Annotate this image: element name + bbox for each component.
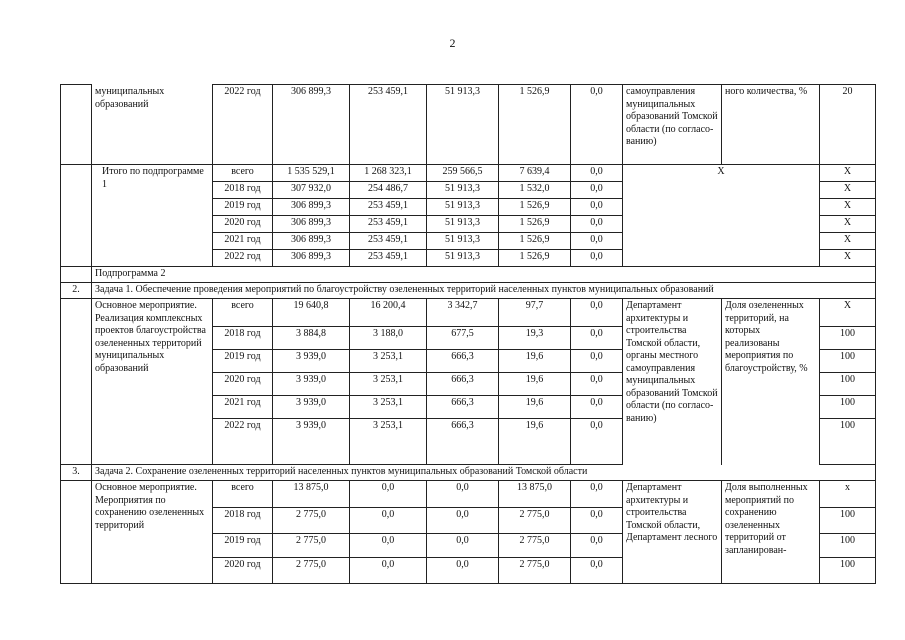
value-cell: 0,0: [571, 327, 623, 350]
value-cell: 51 913,3: [427, 233, 499, 250]
value-cell: 3 253,1: [350, 396, 427, 419]
target-cell: 100: [820, 558, 876, 584]
year-cell: 2019 год: [213, 534, 273, 558]
target-cell: x: [820, 481, 876, 508]
table-row: [61, 299, 876, 327]
value-cell: 0,0: [571, 182, 623, 199]
row-num-cell: [61, 267, 92, 283]
value-cell: 19,3: [499, 327, 571, 350]
year-cell: всего: [213, 165, 273, 182]
value-cell: 254 486,7: [350, 182, 427, 199]
target-cell: X: [820, 299, 876, 327]
value-cell: 0,0: [571, 508, 623, 534]
target-cell: 100: [820, 373, 876, 396]
value-local-cell: 1 526,9: [499, 85, 571, 165]
value-cell: 1 526,9: [499, 250, 571, 267]
table-row: [61, 283, 876, 299]
target-cell: X: [820, 250, 876, 267]
target-cell: X: [820, 216, 876, 233]
value-cell: 677,5: [427, 327, 499, 350]
value-cell: 666,3: [427, 373, 499, 396]
value-cell: 2 775,0: [273, 508, 350, 534]
target-cell: 100: [820, 396, 876, 419]
year-cell: 2022 год: [213, 419, 273, 465]
value-federal-cell: 253 459,1: [350, 85, 427, 165]
value-cell: 3 253,1: [350, 373, 427, 396]
value-cell: 1 532,0: [499, 182, 571, 199]
value-cell: 306 899,3: [273, 250, 350, 267]
itogo-label-cell: Итого по подпрограмме 1: [92, 165, 213, 267]
value-cell: 13 875,0: [273, 481, 350, 508]
value-cell: 0,0: [571, 199, 623, 216]
task-title: Задача 2. Сохранение озелененных территорий населенных пунктов муниципальных образований Томской области: [92, 465, 876, 481]
year-cell: 2018 год: [213, 327, 273, 350]
value-cell: 19 640,8: [273, 299, 350, 327]
value-cell: 0,0: [571, 350, 623, 373]
row-num-cell: [61, 481, 92, 584]
value-cell: 13 875,0: [499, 481, 571, 508]
value-cell: 3 884,8: [273, 327, 350, 350]
target-cell: X: [820, 233, 876, 250]
value-cell: 253 459,1: [350, 216, 427, 233]
value-cell: 7 639,4: [499, 165, 571, 182]
task-number: 2.: [61, 283, 92, 299]
value-cell: 253 459,1: [350, 199, 427, 216]
value-cell: 1 526,9: [499, 233, 571, 250]
year-cell: 2021 год: [213, 396, 273, 419]
value-cell: 2 775,0: [499, 508, 571, 534]
value-cell: 0,0: [350, 558, 427, 584]
target-cell: X: [820, 199, 876, 216]
table-row: [61, 85, 876, 165]
program-table: [60, 84, 876, 584]
task-title: Задача 1. Обеспечение проведения мероприятий по благоустройству озелененных территорий населенных пунктов муниципальных образований: [92, 283, 876, 299]
year-cell: всего: [213, 299, 273, 327]
year-cell: 2020 год: [213, 558, 273, 584]
value-cell: 0,0: [571, 419, 623, 465]
value-cell: 19,6: [499, 396, 571, 419]
value-total-cell: 306 899,3: [273, 85, 350, 165]
year-cell: 2019 год: [213, 199, 273, 216]
value-cell: 306 899,3: [273, 216, 350, 233]
value-cell: 19,6: [499, 350, 571, 373]
row-num-cell: [61, 299, 92, 465]
indicator-cell: ного количества, %: [722, 85, 820, 165]
value-cell: 1 268 323,1: [350, 165, 427, 182]
value-cell: 666,3: [427, 419, 499, 465]
row-num-cell: [61, 165, 92, 267]
value-cell: 3 939,0: [273, 373, 350, 396]
year-cell: 2018 год: [213, 508, 273, 534]
target-cell: 100: [820, 508, 876, 534]
target-cell: 100: [820, 327, 876, 350]
value-cell: 2 775,0: [273, 558, 350, 584]
value-cell: 666,3: [427, 396, 499, 419]
value-cell: 666,3: [427, 350, 499, 373]
value-cell: 0,0: [571, 250, 623, 267]
value-cell: 51 913,3: [427, 216, 499, 233]
value-cell: 0,0: [350, 508, 427, 534]
value-cell: 3 253,1: [350, 350, 427, 373]
table-row: [61, 465, 876, 481]
indicator-cell: Доля выполненных мероприятий по сохранению озелененных территорий от запланирован-: [722, 481, 820, 584]
value-regional-cell: 51 913,3: [427, 85, 499, 165]
target-cell: X: [820, 182, 876, 199]
year-cell: 2022 год: [213, 250, 273, 267]
value-cell: 2 775,0: [499, 558, 571, 584]
value-cell: 3 342,7: [427, 299, 499, 327]
itogo-indicator-cell: X: [623, 165, 820, 267]
value-cell: 253 459,1: [350, 250, 427, 267]
value-cell: 3 939,0: [273, 350, 350, 373]
row-num-cell: [61, 85, 92, 165]
value-cell: 2 775,0: [273, 534, 350, 558]
value-cell: 0,0: [571, 396, 623, 419]
value-cell: 307 932,0: [273, 182, 350, 199]
value-cell: 0,0: [427, 534, 499, 558]
value-cell: 3 253,1: [350, 419, 427, 465]
event-name-cell: муниципальных образований: [92, 85, 213, 165]
value-cell: 0,0: [350, 481, 427, 508]
executor-cell: Департамент архитектуры и строительства Томской области, Департамент лесного: [623, 481, 722, 584]
value-other-cell: 0,0: [571, 85, 623, 165]
target-cell: 100: [820, 350, 876, 373]
value-cell: 19,6: [499, 373, 571, 396]
value-cell: 0,0: [571, 534, 623, 558]
subprogram-title: Подпрограмма 2: [92, 267, 876, 283]
value-cell: 1 535 529,1: [273, 165, 350, 182]
page-number: 2: [449, 36, 456, 50]
value-cell: 0,0: [571, 233, 623, 250]
value-cell: 2 775,0: [499, 534, 571, 558]
value-cell: 1 526,9: [499, 199, 571, 216]
year-cell: 2021 год: [213, 233, 273, 250]
value-cell: 306 899,3: [273, 199, 350, 216]
value-cell: 3 939,0: [273, 396, 350, 419]
year-cell: 2022 год: [213, 85, 273, 165]
target-cell: 100: [820, 534, 876, 558]
value-cell: 3 188,0: [350, 327, 427, 350]
year-cell: 2019 год: [213, 350, 273, 373]
event-name-cell: Основное мероприятие. Мероприятия по сохранению озелененных территорий: [92, 481, 213, 584]
table-row: [61, 267, 876, 283]
value-cell: 0,0: [571, 299, 623, 327]
target-cell: X: [820, 165, 876, 182]
value-cell: 51 913,3: [427, 250, 499, 267]
value-cell: 0,0: [427, 508, 499, 534]
value-cell: 0,0: [571, 165, 623, 182]
value-cell: 19,6: [499, 419, 571, 465]
value-cell: 51 913,3: [427, 199, 499, 216]
value-cell: 16 200,4: [350, 299, 427, 327]
value-cell: 306 899,3: [273, 233, 350, 250]
year-cell: 2018 год: [213, 182, 273, 199]
value-cell: 0,0: [427, 481, 499, 508]
year-cell: всего: [213, 481, 273, 508]
target-cell: 100: [820, 419, 876, 465]
value-cell: 0,0: [571, 216, 623, 233]
executor-cell: самоуправления муниципальных образований Томской области (по согласо-ванию): [623, 85, 722, 165]
value-cell: 97,7: [499, 299, 571, 327]
table-row: [61, 481, 876, 508]
value-cell: 253 459,1: [350, 233, 427, 250]
value-cell: 0,0: [571, 481, 623, 508]
value-cell: 0,0: [571, 373, 623, 396]
value-cell: 3 939,0: [273, 419, 350, 465]
value-cell: 0,0: [571, 558, 623, 584]
year-cell: 2020 год: [213, 373, 273, 396]
value-cell: 51 913,3: [427, 182, 499, 199]
value-cell: 1 526,9: [499, 216, 571, 233]
year-cell: 2020 год: [213, 216, 273, 233]
indicator-cell: Доля озелененных территорий, на которых реализованы мероприятия по благоустройству, %: [722, 299, 820, 465]
task-number: 3.: [61, 465, 92, 481]
value-cell: 0,0: [427, 558, 499, 584]
value-cell: 259 566,5: [427, 165, 499, 182]
executor-cell: Департамент архитектуры и строительства Томской области, органы местного самоуправления муниципальных образований Томской области (по согласо-ванию): [623, 299, 722, 465]
target-cell: 20: [820, 85, 876, 165]
table-row: [61, 165, 876, 182]
value-cell: 0,0: [350, 534, 427, 558]
event-name-cell: Основное мероприятие. Реализация комплексных проектов благоустройства озелененных территорий муниципальных образований: [92, 299, 213, 465]
